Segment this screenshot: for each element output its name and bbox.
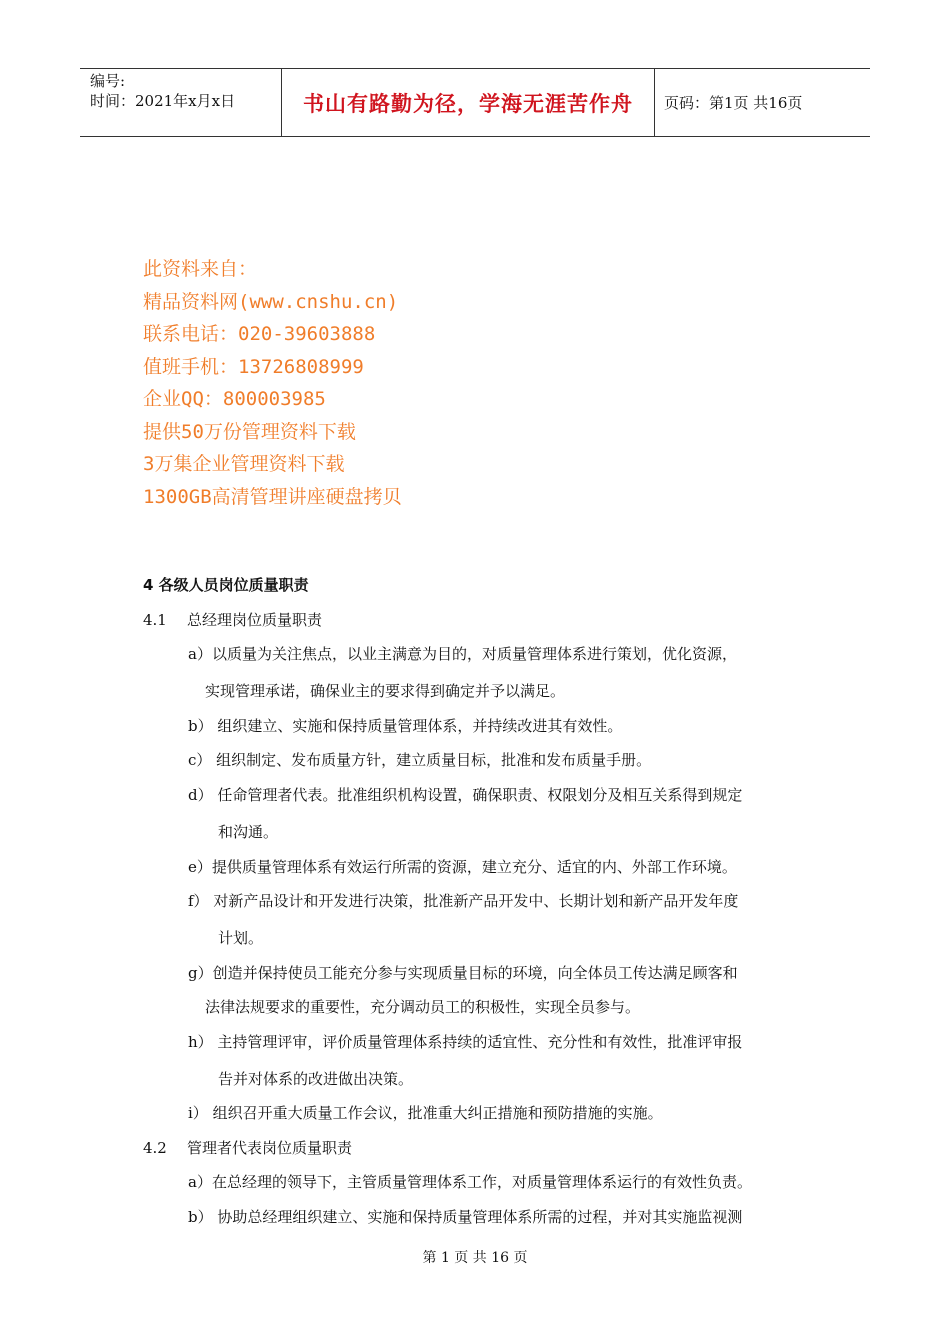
header-divider-2 [654,68,655,136]
header-top-border [80,68,870,69]
duty-item: a）在总经理的领导下，主管质量管理体系工作，对质量管理体系运行的有效性负责。 [188,1173,752,1191]
page-info: 页码：第1页 共16页 [664,94,803,112]
subsection-title: 总经理岗位质量职责 [187,611,323,629]
duty-item: h） 主持管理评审，评价质量管理体系持续的适宜性、充分性和有效性，批准评审报 [188,1033,743,1051]
duty-item-cont: 告并对体系的改进做出决策。 [218,1070,414,1088]
duty-item: d） 任命管理者代表。批准组织机构设置，确保职责、权限划分及相互关系得到规定 [188,786,743,804]
duty-item-cont: 法律法规要求的重要性，充分调动员工的积极性，实现全员参与。 [205,998,641,1016]
page-footer: 第 1 页 共 16 页 [422,1250,528,1266]
duty-item: g）创造并保持使员工能充分参与实现质量目标的环境，向全体员工传达满足顾客和 [188,964,738,982]
subsection-number: 4.1 [143,611,167,629]
duty-item: b） 组织建立、实施和保持质量管理体系，并持续改进其有效性。 [188,717,623,735]
section-title: 4 各级人员岗位质量职责 [143,576,309,594]
duty-item: b） 协助总经理组织建立、实施和保持质量管理体系所需的过程，并对其实施监视测 [188,1208,743,1226]
ad-line: 企业QQ：800003985 [143,388,326,410]
duty-item: f） 对新产品设计和开发进行决策，批准新产品开发中、长期计划和新产品开发年度 [188,892,739,910]
duty-item: e）提供质量管理体系有效运行所需的资源，建立充分、适宜的内、外部工作环境。 [188,858,737,876]
subsection-title: 管理者代表岗位质量职责 [187,1139,353,1157]
ad-line: 提供50万份管理资料下载 [143,420,356,443]
header-bottom-border [80,136,870,137]
subsection-number: 4.2 [143,1139,167,1157]
duty-item: a）以质量为关注焦点，以业主满意为目的，对质量管理体系进行策划，优化资源， [188,645,737,663]
subsection-4-2 [143,1137,352,1158]
motto: 书山有路勤为径，学海无涯苦作舟 [303,92,633,116]
ad-line: 1300GB高清管理讲座硬盘拷贝 [143,485,402,508]
serial-label: 编号: [90,72,126,90]
ad-line: 联系电话：020-39603888 [143,323,376,345]
ad-line: 值班手机：13726808999 [143,355,364,378]
duty-item-cont: 和沟通。 [218,823,279,841]
duty-item-cont: 计划。 [218,929,264,947]
ad-line: 精品资料网(www.cnshu.cn) [143,290,399,313]
duty-item: c） 组织制定、发布质量方针，建立质量目标，批准和发布质量手册。 [188,751,652,769]
duty-item-cont: 实现管理承诺，确保业主的要求得到确定并予以满足。 [205,682,566,700]
duty-item: i） 组织召开重大质量工作会议，批准重大纠正措施和预防措施的实施。 [188,1104,663,1122]
ad-line: 3万集企业管理资料下载 [143,453,345,475]
subsection-4-1 [143,609,322,630]
ad-line: 此资料来自： [143,258,258,280]
source-ad [143,253,402,513]
time-label: 时间：2021年x月x日 [90,92,236,110]
